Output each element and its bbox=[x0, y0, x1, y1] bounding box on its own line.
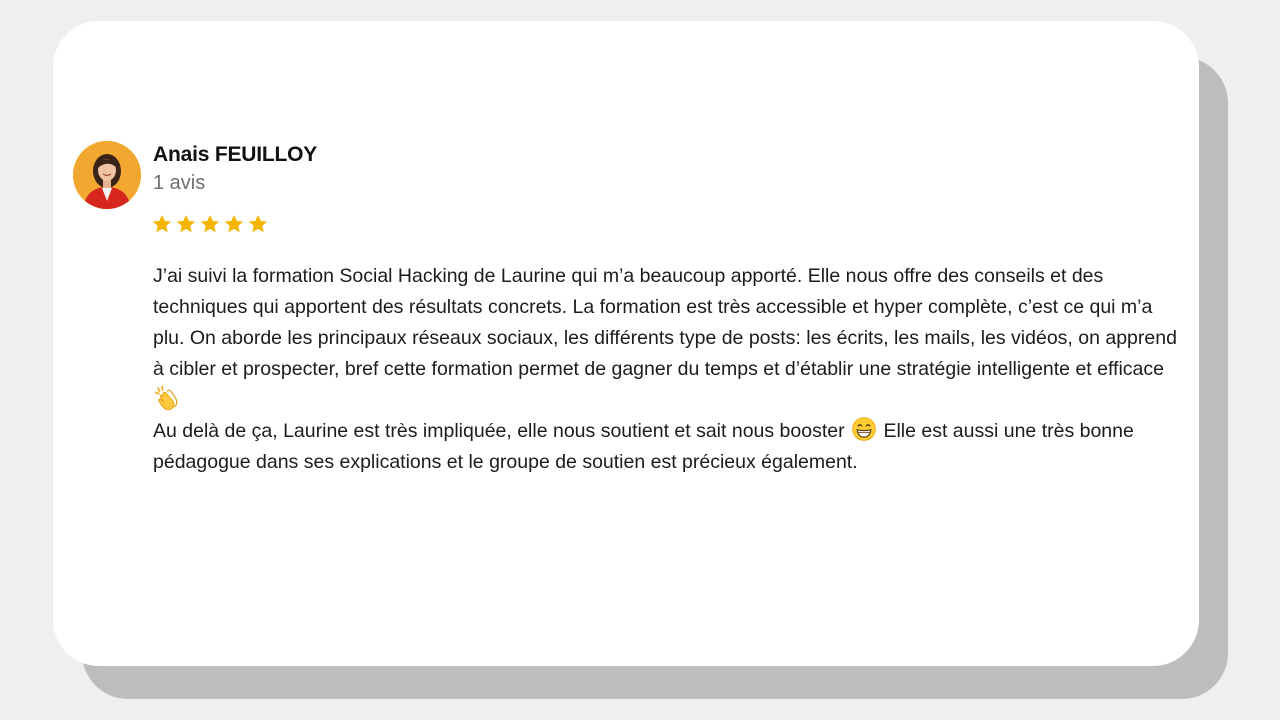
review-text bbox=[153, 261, 1183, 478]
review-paragraph-1 bbox=[153, 261, 1183, 416]
review-card bbox=[53, 21, 1199, 666]
reviewer-review-count: 1 avis bbox=[153, 172, 206, 194]
star-icon bbox=[175, 213, 197, 235]
star-icon bbox=[151, 213, 173, 235]
reviewer-name[interactable]: Anais FEUILLOY bbox=[153, 143, 318, 166]
review-paragraph-2 bbox=[153, 416, 1183, 478]
review-text-part-1: J’ai suivi la formation Social Hacking de Laurine qui m’a beaucoup apporté. Elle nous offre des conseils et des techniques qui apportent des résultats concrets. La formation est très accessible et hyper complète, c’est ce qui m’a plu. On aborde les principaux réseaux sociaux, les différents type de posts: les écrits, les mails, les vidéos, on apprend à cibler et prospecter, bref cette formation permet de gagner du temps et d’établir une stratégie intelligente et efficace bbox=[153, 265, 1177, 380]
star-rating bbox=[151, 213, 269, 235]
star-icon bbox=[247, 213, 269, 235]
avatar-person-icon bbox=[73, 141, 141, 209]
review-text-part-2: Au delà de ça, Laurine est très impliquée, elle nous soutient et sait nous booster bbox=[153, 420, 845, 442]
review-text-part-3: Elle est aussi une très bonne pédagogue dans ses explications et le groupe de soutien est précieux également. bbox=[153, 420, 1134, 473]
avatar[interactable] bbox=[73, 141, 141, 209]
star-icon bbox=[223, 213, 245, 235]
clapping-hands-icon bbox=[154, 385, 180, 411]
star-icon bbox=[199, 213, 221, 235]
grinning-face-icon bbox=[851, 416, 877, 442]
